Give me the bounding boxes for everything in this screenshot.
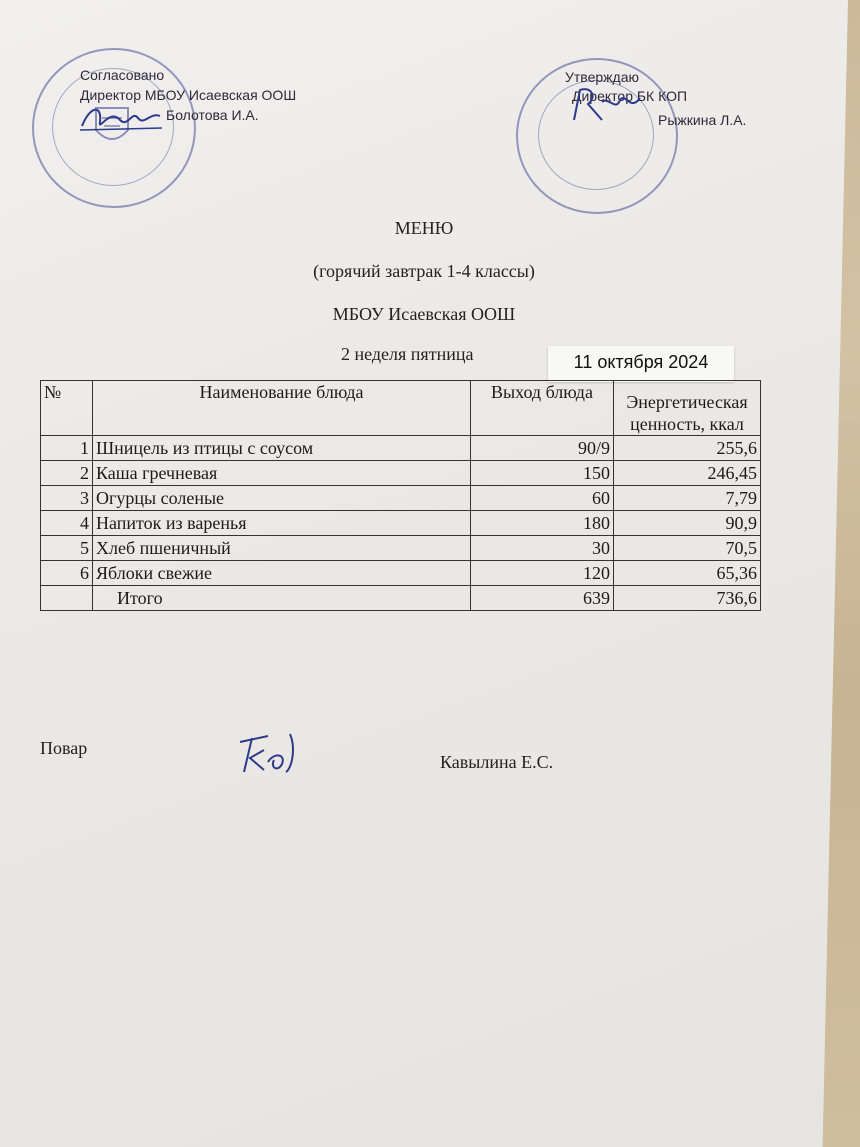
left-approval-title: Согласовано xyxy=(80,67,165,83)
total-output: 639 xyxy=(471,586,614,611)
header-output: Выход блюда xyxy=(471,381,614,436)
row-energy: 255,6 xyxy=(614,436,761,461)
row-name: Яблоки свежие xyxy=(93,561,471,586)
right-approval-name: Рыжкина Л.А. xyxy=(658,112,747,128)
row-energy: 70,5 xyxy=(614,536,761,561)
week-day: 2 неделя пятница xyxy=(341,344,474,364)
table-row xyxy=(41,486,761,511)
table-header-row xyxy=(41,381,761,436)
menu-table xyxy=(40,380,761,611)
left-approval-position: Директор МБОУ Исаевская ООШ xyxy=(80,87,297,103)
header-name: Наименование блюда xyxy=(93,381,471,436)
cook-name: Кавылина Е.С. xyxy=(440,752,554,772)
left-approval-name: Болотова И.А. xyxy=(166,107,259,123)
row-num: 5 xyxy=(41,536,93,561)
total-label: Итого xyxy=(93,586,471,611)
row-energy: 246,45 xyxy=(614,461,761,486)
right-signature xyxy=(568,82,648,128)
table-row xyxy=(41,436,761,461)
row-energy: 65,36 xyxy=(614,561,761,586)
row-output: 150 xyxy=(471,461,614,486)
row-num: 3 xyxy=(41,486,93,511)
row-name: Напиток из варенья xyxy=(93,511,471,536)
row-output: 120 xyxy=(471,561,614,586)
row-energy: 7,79 xyxy=(614,486,761,511)
row-name: Каша гречневая xyxy=(93,461,471,486)
left-signature xyxy=(76,98,166,138)
row-name: Хлеб пшеничный xyxy=(93,536,471,561)
menu-subtitle: (горячий завтрак 1-4 классы) xyxy=(313,261,535,281)
row-energy: 90,9 xyxy=(614,511,761,536)
table-row xyxy=(41,461,761,486)
right-approval-position: Директор БК КОП xyxy=(572,88,688,104)
row-name: Шницель из птицы с соусом xyxy=(93,436,471,461)
table-row xyxy=(41,511,761,536)
row-name: Огурцы соленые xyxy=(93,486,471,511)
header-energy: Энергетическая ценность, ккал xyxy=(614,381,761,436)
date-label: 11 октября 2024 xyxy=(548,346,734,382)
row-output: 30 xyxy=(471,536,614,561)
school-name: МБОУ Исаевская ООШ xyxy=(332,304,516,324)
row-output: 60 xyxy=(471,486,614,511)
row-num: 2 xyxy=(41,461,93,486)
header-num: № xyxy=(41,381,93,436)
row-output: 90/9 xyxy=(471,436,614,461)
total-energy: 736,6 xyxy=(614,586,761,611)
table-row xyxy=(41,561,761,586)
total-num-cell xyxy=(41,586,93,611)
row-output: 180 xyxy=(471,511,614,536)
cook-signature xyxy=(234,728,314,778)
table-row xyxy=(41,536,761,561)
menu-title: МЕНЮ xyxy=(394,218,454,238)
row-num: 4 xyxy=(41,511,93,536)
total-row xyxy=(41,586,761,611)
right-approval-title: Утверждаю xyxy=(565,69,639,85)
row-num: 1 xyxy=(41,436,93,461)
row-num: 6 xyxy=(41,561,93,586)
cook-label: Повар xyxy=(40,738,88,758)
